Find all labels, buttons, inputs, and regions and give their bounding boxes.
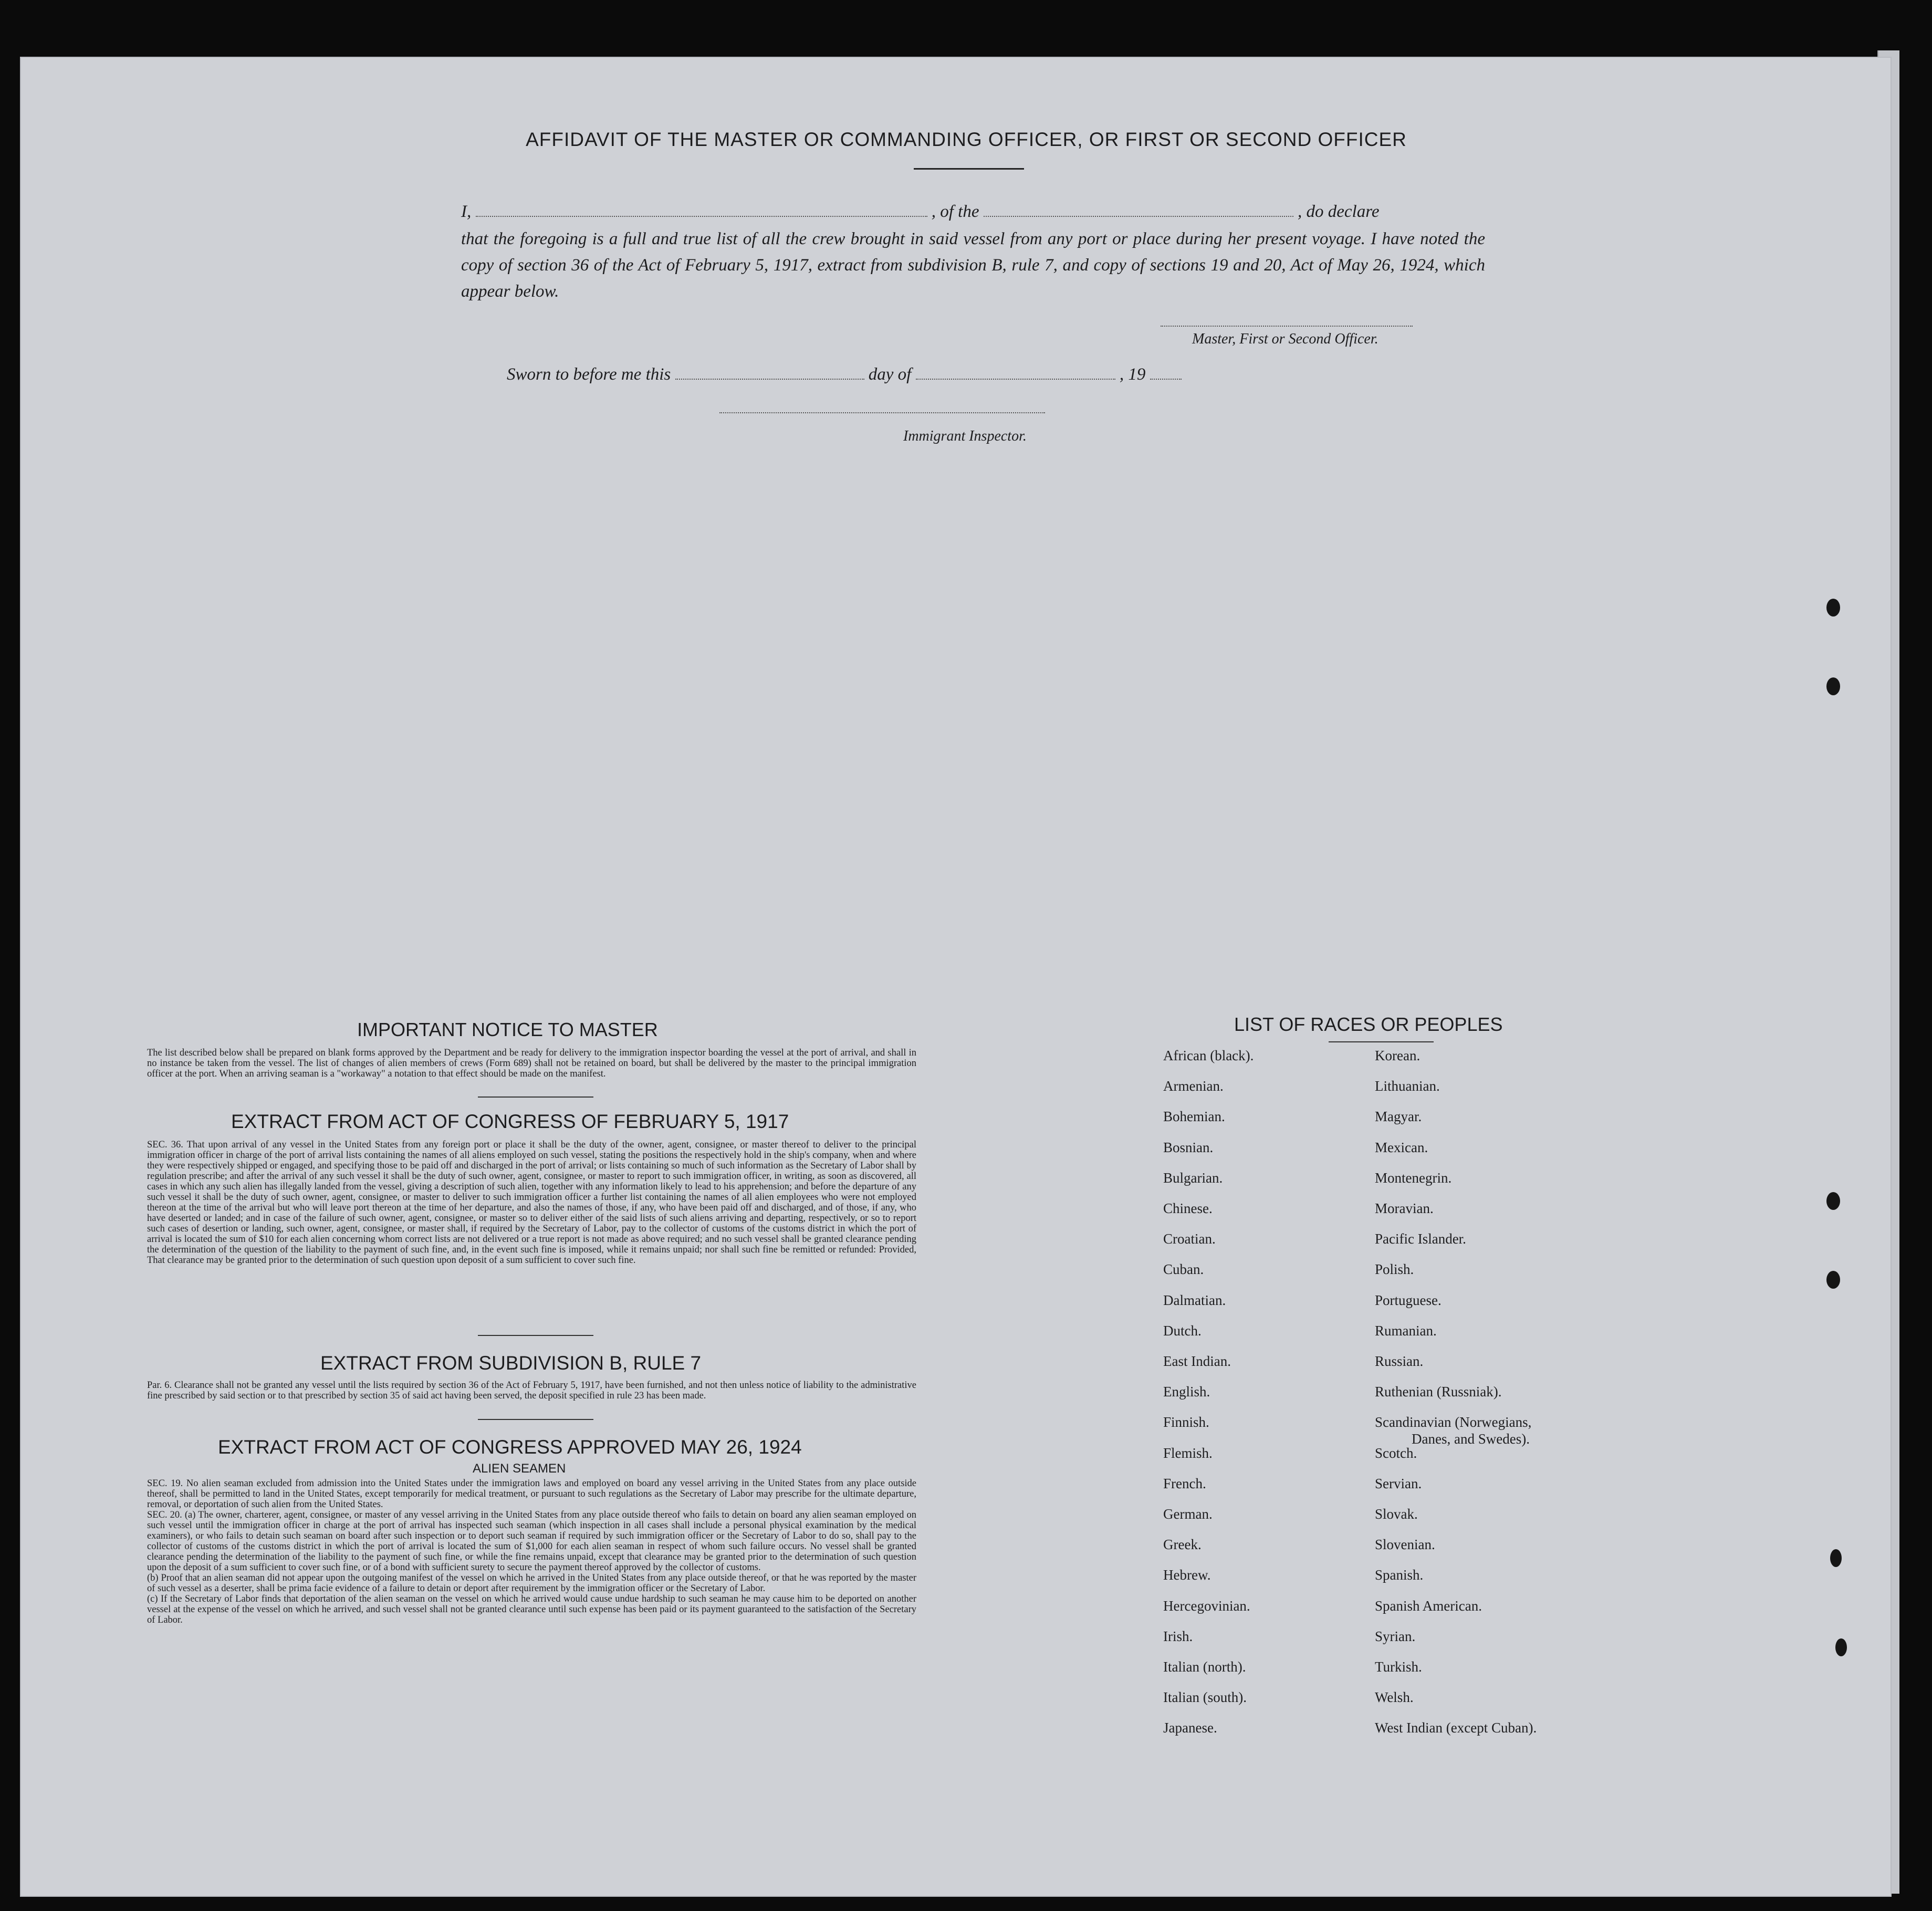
sworn-label: Sworn to before me this [507,365,671,384]
race-item: West Indian (except Cuban). [1375,1720,1537,1736]
race-item: Spanish American. [1375,1597,1482,1614]
punch-hole [1826,677,1840,695]
race-item: Mexican. [1375,1139,1428,1155]
year-prefix: , 19 [1119,365,1146,384]
affidavit-do-declare: , do declare [1297,202,1380,221]
inspector-signature-blank[interactable] [719,412,1045,413]
name-blank[interactable] [476,216,927,217]
punch-hole [1826,599,1840,617]
race-item: Turkish. [1375,1659,1422,1675]
affidavit-title-rule [914,168,1024,170]
race-item: Danes, and Swedes). [1412,1431,1530,1447]
races-heading: LIST OF RACES OR PEOPLES [1234,1014,1503,1035]
race-item: Irish. [1163,1628,1193,1644]
race-item: Bulgarian. [1163,1169,1223,1186]
race-item: Magyar. [1375,1109,1422,1125]
race-item: Pacific Islander. [1375,1231,1466,1247]
sworn-month-blank[interactable] [916,379,1115,380]
affidavit-title: AFFIDAVIT OF THE MASTER OR COMMANDING OFFICER, OR FIRST OR SECOND OFFICER [526,129,1407,150]
race-item: Italian (north). [1163,1659,1246,1675]
race-item: Slovenian. [1375,1537,1435,1553]
affidavit-first-line [461,202,1379,222]
race-item: Russian. [1375,1353,1424,1369]
sworn-day-blank[interactable] [675,379,864,380]
signature-caption: Master, First or Second Officer. [1192,331,1378,347]
race-item: Ruthenian (Russniak). [1375,1384,1502,1400]
extract-1924-text [147,1478,916,1625]
sec20a-paragraph: SEC. 20. (a) The owner, charterer, agent, consignee, or master of any vessel arriving in the United States from any place outside thereof who fails to detain on board any alien seaman employed on such vessel until the immigration officer in charge at the port of arrival has inspected such seaman (which inspection in all cases shall include a personal physical examination by the medical examiners), or who fails to detain such seaman on board after such inspection or to deport such seaman if required by such immigration officer or the Secretary of Labor to do so, shall pay to the collector of customs of the customs district in which the port of arrival is located the sum of $1,000 for each alien seaman in respect of whom such failure occurs. No vessel shall be granted clearance pending the determination of the liability to the payment of such fine, or while the fine remains unpaid, except that clearance may be granted prior to the determination of such question upon the deposit of a sum sufficient to cover such fine, or of a bond with sufficient surety to secure the payment thereof approved by the collector of customs. [147,1510,916,1573]
race-item: Polish. [1375,1261,1414,1278]
race-item: East Indian. [1163,1353,1231,1369]
race-item: Slovak. [1375,1506,1418,1522]
notice-rule [478,1097,593,1098]
race-item: Japanese. [1163,1720,1217,1736]
race-item: Montenegrin. [1375,1169,1452,1186]
race-item: Bosnian. [1163,1139,1214,1155]
sec20c-paragraph: (c) If the Secretary of Labor finds that deportation of the alien seaman on the vessel on which he arrived would cause undue hardship to such seaman he may cause him to be deported on another vessel at the expense of the vessel on which he arrived, and such vessel shall not be granted clearance until such expense has been paid or its payment guaranteed to the satisfaction of the Secretary of Labor. [147,1594,916,1625]
extract-rule7-rule [478,1419,593,1420]
race-item: French. [1163,1475,1206,1491]
race-item: Rumanian. [1375,1322,1437,1339]
inspector-caption: Immigrant Inspector. [903,428,1027,444]
race-item: Moravian. [1375,1200,1434,1216]
punch-hole [1835,1638,1847,1656]
race-item: Greek. [1163,1537,1202,1553]
notice-text: The list described below shall be prepared on blank forms approved by the Department and be ready for delivery to the immigration inspector boarding the vessel at the port of arrival, and shall in no instance be taken from the vessel. The list of changes of alien members of crews (Form 689) shall not be retained on board, but shall be delivered by the master to the principal immigration officer at the port. When an arriving seaman is a "workaway" a notation to that effect should be made on the manifest. [147,1048,916,1079]
sec20b-paragraph: (b) Proof that an alien seaman did not appear upon the outgoing manifest of the vessel on which he arrived in the United States from any place outside thereof, or that he was reported by the master of such vessel as a deserter, shall be prima facie evidence of a failure to detain or deport after requirement by the immigration officer or the Secretary of Labor. [147,1573,916,1594]
race-item: English. [1163,1384,1210,1400]
race-item: Cuban. [1163,1261,1204,1278]
race-item: Scandinavian (Norwegians, [1375,1414,1532,1430]
race-item: Scotch. [1375,1445,1417,1461]
race-item: Dalmatian. [1163,1292,1226,1308]
race-item: Finnish. [1163,1414,1209,1430]
extract-1917-text: SEC. 36. That upon arrival of any vessel in the United States from any foreign port or place it shall be the duty of the owner, agent, consignee, or master thereof to deliver to the principal immigration officer in charge of the port of arrival lists containing the names of all aliens employed on such vessel, stating the positions the respectively hold in the ship's company, when and where they were respectively shipped or engaged, and specifying those to be paid off and discharged in the port of arrival; or lists containing so much of such information as the Secretary of Labor shall by regulation prescribe; and after the arrival of any such vessel it shall be the duty of such owner, agent, consignee, or master to report to such immigration officer, in writing, as soon as discovered, all cases in which any such alien has illegally landed from the vessel, giving a description of such alien, together with any information likely to lead to his apprehension; and before the departure of any such vessel it shall be the duty of such owner, agent, consignee, or master to deliver to such immigration officer a further list containing the names of all alien employees who were not employed thereon at the time of the arrival but who will leave port thereon at the time of her departure, and also the names of those, if any, who have been paid off and discharged, and of those, if any, who have deserted or landed; and in case of the failure of such owner, agent, consignee, or master so to deliver either of the said lists of such aliens arriving and departing, respectively, or so to report such cases of desertion or landing, such owner, agent, consignee, or master shall, if required by the Secretary of Labor, pay to the collector of customs of the customs district in which the port of arrival is located the sum of $10 for each alien concerning whom correct lists are not delivered or a true report is not made as above required; and no such vessel shall be granted clearance pending the determination of the question of the liability to the payment of such fine, and, in the event such fine is imposed, while it remains unpaid; nor shall such fine be remitted or refunded: Provided, That clearance may be granted prior to the determination of such question upon deposit of a sum sufficient to cover such fine. [147,1140,916,1266]
race-item: Italian (south). [1163,1689,1247,1706]
races-heading-rule [1329,1041,1434,1042]
race-item: Portuguese. [1375,1292,1442,1308]
extract-1917-rule [478,1335,593,1336]
race-item: Korean. [1375,1048,1421,1063]
signature-blank[interactable] [1161,326,1413,327]
race-item: Syrian. [1375,1628,1416,1644]
punch-hole [1830,1549,1842,1567]
extract-1917-heading: EXTRACT FROM ACT OF CONGRESS OF FEBRUARY 5, 1917 [231,1111,789,1132]
race-item: Bohemian. [1163,1109,1225,1125]
extract-rule7-text: Par. 6. Clearance shall not be granted any vessel until the lists required by section 36 of the Act of February 5, 1917, have been furnished, and not then unless notice of liability to the administrative fine prescribed by said section or to that prescribed by section 35 of said act having been served, the deposit specified in rule 23 has been made. [147,1380,916,1401]
race-item: Hercegovinian. [1163,1597,1250,1614]
affidavit-of-the: , of the [931,202,979,221]
affidavit-i-label: I, [461,202,472,221]
affidavit-body: that the foregoing is a full and true list of all the crew brought in said vessel from any port or place during her present voyage. I have noted the copy of section 36 of the Act of February 5, 1917, extract from subdivision B, rule 7, and copy of sections 19 and 20, Act of May 26, 1924, which appear below. [461,229,1485,301]
race-item: Lithuanian. [1375,1078,1440,1094]
sworn-line [507,365,1182,384]
notice-heading: IMPORTANT NOTICE TO MASTER [357,1019,658,1040]
punch-hole [1826,1192,1840,1210]
race-item: Chinese. [1163,1200,1213,1216]
race-item: Servian. [1375,1475,1422,1491]
sworn-year-blank[interactable] [1150,379,1182,380]
vessel-blank[interactable] [984,216,1293,217]
race-item: Hebrew. [1163,1567,1211,1583]
race-item: Spanish. [1375,1567,1424,1583]
race-item: Dutch. [1163,1322,1202,1339]
alien-seamen-subheading: ALIEN SEAMEN [473,1461,566,1476]
race-item: African (black). [1163,1048,1254,1063]
extract-rule7-heading: EXTRACT FROM SUBDIVISION B, RULE 7 [320,1352,702,1374]
race-item: German. [1163,1506,1213,1522]
race-item: Croatian. [1163,1231,1216,1247]
race-item: Armenian. [1163,1078,1224,1094]
punch-hole [1826,1271,1840,1289]
race-item: Welsh. [1375,1689,1414,1706]
extract-1924-heading: EXTRACT FROM ACT OF CONGRESS APPROVED MAY 26, 1924 [218,1436,802,1458]
day-of-label: day of [868,365,912,384]
race-item: Flemish. [1163,1445,1213,1461]
document-page [20,57,1892,1897]
sec19-paragraph: SEC. 19. No alien seaman excluded from admission into the United States under the immigration laws and employed on board any vessel arriving in the United States from any place outside thereof, shall be permitted to land in the United States, except temporarily for medical treatment, or pursuant to such regulations as the Secretary of Labor may prescribe for the ultimate departure, removal, or deportation of such alien from the United States. [147,1478,916,1510]
